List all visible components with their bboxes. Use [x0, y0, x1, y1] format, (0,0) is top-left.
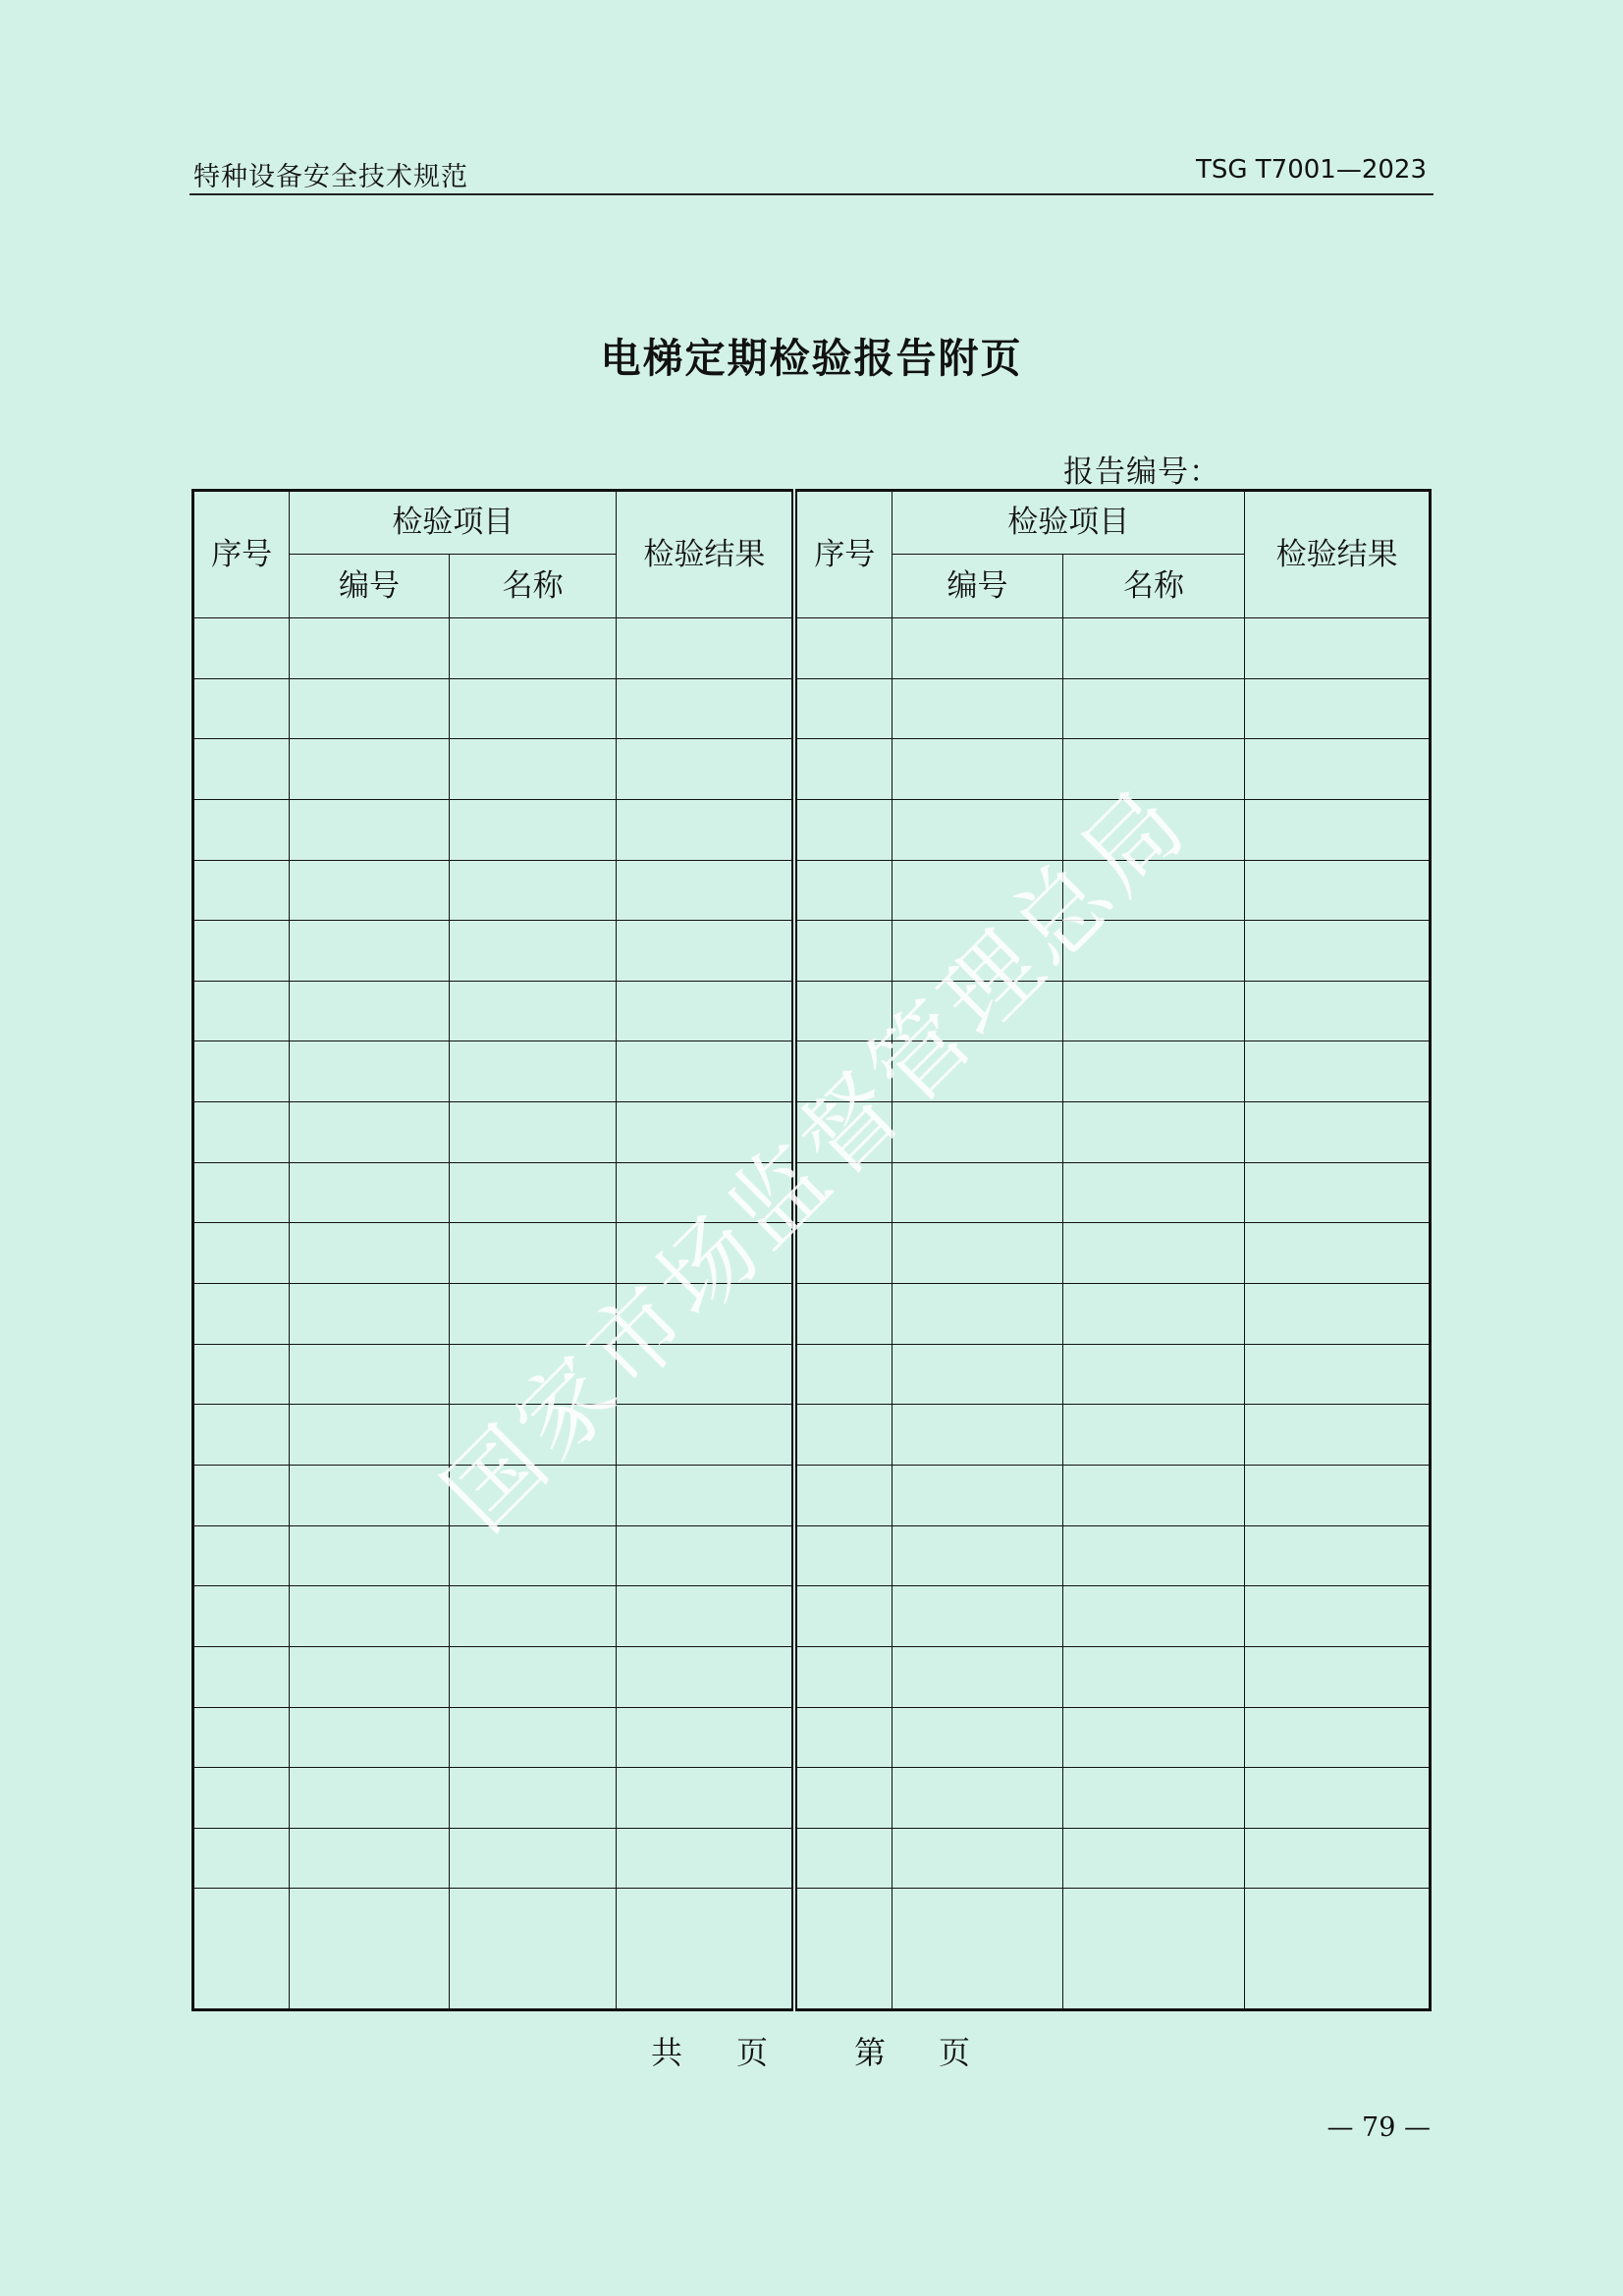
- table-cell[interactable]: [794, 1405, 892, 1466]
- table-cell[interactable]: [893, 1344, 1063, 1405]
- table-cell[interactable]: [794, 860, 892, 921]
- table-cell[interactable]: [290, 1586, 450, 1647]
- table-cell[interactable]: [1245, 678, 1431, 739]
- table-cell[interactable]: [449, 1344, 617, 1405]
- table-cell[interactable]: [290, 1344, 450, 1405]
- table-cell[interactable]: [1062, 860, 1245, 921]
- page-number: — 79 —: [1326, 2112, 1431, 2143]
- table-cell[interactable]: [893, 981, 1063, 1041]
- table-cell[interactable]: [893, 1465, 1063, 1525]
- table-cell[interactable]: [193, 618, 290, 679]
- table-cell[interactable]: [290, 1102, 450, 1163]
- table-cell[interactable]: [449, 1162, 617, 1223]
- table-cell[interactable]: [449, 1828, 617, 1889]
- table-row: [193, 1586, 1431, 1647]
- table-cell[interactable]: [617, 1646, 795, 1707]
- table-cell[interactable]: [193, 1525, 290, 1586]
- table-cell[interactable]: [794, 739, 892, 800]
- table-cell[interactable]: [617, 1162, 795, 1223]
- table-cell[interactable]: [449, 1525, 617, 1586]
- table-cell[interactable]: [1245, 1828, 1431, 1889]
- table-cell[interactable]: [193, 981, 290, 1041]
- table-cell[interactable]: [1062, 1405, 1245, 1466]
- table-row: [193, 1889, 1431, 2010]
- table-cell[interactable]: [1062, 1828, 1245, 1889]
- table-cell[interactable]: [193, 860, 290, 921]
- table-row: [193, 1646, 1431, 1707]
- table-cell[interactable]: [1062, 1102, 1245, 1163]
- table-cell[interactable]: [794, 1465, 892, 1525]
- table-cell[interactable]: [193, 1586, 290, 1647]
- table-cell[interactable]: [1245, 1102, 1431, 1163]
- table-cell[interactable]: [290, 1041, 450, 1102]
- header-item-group-left: 检验项目: [290, 491, 617, 555]
- table-row: [193, 618, 1431, 679]
- table-cell[interactable]: [794, 1889, 892, 2010]
- table-cell[interactable]: [893, 1223, 1063, 1284]
- table-cell[interactable]: [449, 1586, 617, 1647]
- table-cell[interactable]: [1062, 1586, 1245, 1647]
- table-cell[interactable]: [1245, 1162, 1431, 1223]
- table-cell[interactable]: [290, 618, 450, 679]
- table-cell[interactable]: [617, 799, 795, 860]
- table-cell[interactable]: [794, 1041, 892, 1102]
- table-cell[interactable]: [617, 1828, 795, 1889]
- table-cell[interactable]: [193, 1041, 290, 1102]
- table-cell[interactable]: [617, 860, 795, 921]
- table-cell[interactable]: [1062, 799, 1245, 860]
- watermark-stamp: 国家市场监督管理总局: [423, 766, 1210, 1552]
- table-cell[interactable]: [1245, 1768, 1431, 1829]
- table-cell[interactable]: [893, 1707, 1063, 1768]
- table-cell[interactable]: [449, 1768, 617, 1829]
- table-row: [193, 1102, 1431, 1163]
- table-cell[interactable]: [193, 1646, 290, 1707]
- table-cell[interactable]: [193, 799, 290, 860]
- table-cell[interactable]: [449, 799, 617, 860]
- table-row: [193, 799, 1431, 860]
- table-row: [193, 1525, 1431, 1586]
- table-cell[interactable]: [794, 678, 892, 739]
- table-cell[interactable]: [1062, 1162, 1245, 1223]
- table-cell[interactable]: [617, 981, 795, 1041]
- table-cell[interactable]: [893, 1102, 1063, 1163]
- table-cell[interactable]: [893, 1525, 1063, 1586]
- table-cell[interactable]: [893, 739, 1063, 800]
- table-cell[interactable]: [893, 1768, 1063, 1829]
- table-cell[interactable]: [794, 1646, 892, 1707]
- table-cell[interactable]: [449, 1102, 617, 1163]
- table-cell[interactable]: [449, 1889, 617, 2010]
- table-cell[interactable]: [893, 1828, 1063, 1889]
- table-cell[interactable]: [290, 1162, 450, 1223]
- table-cell[interactable]: [449, 1223, 617, 1284]
- table-row: [193, 1041, 1431, 1102]
- table-cell[interactable]: [1245, 1041, 1431, 1102]
- table-cell[interactable]: [794, 1102, 892, 1163]
- table-cell[interactable]: [290, 739, 450, 800]
- table-cell[interactable]: [794, 1707, 892, 1768]
- table-cell[interactable]: [617, 618, 795, 679]
- table-cell[interactable]: [290, 1646, 450, 1707]
- table-cell[interactable]: [193, 1707, 290, 1768]
- table-cell[interactable]: [449, 1405, 617, 1466]
- header-item-code-left: 编号: [290, 555, 450, 618]
- table-row: [193, 1768, 1431, 1829]
- table-cell[interactable]: [193, 1223, 290, 1284]
- table-cell[interactable]: [893, 1646, 1063, 1707]
- table-cell[interactable]: [893, 1586, 1063, 1647]
- table-cell[interactable]: [449, 981, 617, 1041]
- table-cell[interactable]: [290, 678, 450, 739]
- table-cell[interactable]: [193, 1828, 290, 1889]
- table-cell[interactable]: [193, 1889, 290, 2010]
- table-cell[interactable]: [1245, 618, 1431, 679]
- table-cell[interactable]: [794, 1344, 892, 1405]
- table-cell[interactable]: [617, 1284, 795, 1345]
- table-cell[interactable]: [794, 1768, 892, 1829]
- table-cell[interactable]: [617, 1223, 795, 1284]
- table-cell[interactable]: [1245, 1405, 1431, 1466]
- table-cell[interactable]: [893, 799, 1063, 860]
- header-spec-title: 特种设备安全技术规范: [193, 162, 468, 192]
- table-cell[interactable]: [449, 921, 617, 982]
- table-cell[interactable]: [617, 1586, 795, 1647]
- table-cell[interactable]: [617, 1525, 795, 1586]
- table-cell[interactable]: [193, 1102, 290, 1163]
- table-cell[interactable]: [193, 1465, 290, 1525]
- header-seq-left: 序号: [193, 491, 290, 618]
- table-cell[interactable]: [617, 678, 795, 739]
- table-cell[interactable]: [893, 1284, 1063, 1345]
- table-cell[interactable]: [290, 1707, 450, 1768]
- table-cell[interactable]: [1245, 739, 1431, 800]
- table-cell[interactable]: [290, 799, 450, 860]
- table-cell[interactable]: [794, 618, 892, 679]
- table-cell[interactable]: [1245, 1646, 1431, 1707]
- table-cell[interactable]: [449, 1707, 617, 1768]
- table-cell[interactable]: [794, 799, 892, 860]
- table-cell[interactable]: [1245, 1889, 1431, 2010]
- table-cell[interactable]: [193, 739, 290, 800]
- table-cell[interactable]: [794, 1223, 892, 1284]
- table-row: [193, 860, 1431, 921]
- table-cell[interactable]: [290, 1223, 450, 1284]
- document-title: 电梯定期检验报告附页: [600, 335, 1023, 382]
- table-cell[interactable]: [193, 921, 290, 982]
- table-row: [193, 678, 1431, 739]
- table-row: [193, 1344, 1431, 1405]
- table-cell[interactable]: [449, 1465, 617, 1525]
- header-item-name-left: 名称: [449, 555, 617, 618]
- table-cell[interactable]: [193, 1768, 290, 1829]
- table-cell[interactable]: [449, 1041, 617, 1102]
- table-cell[interactable]: [617, 1707, 795, 1768]
- table-cell[interactable]: [893, 860, 1063, 921]
- table-cell[interactable]: [1062, 1284, 1245, 1345]
- table-cell[interactable]: [193, 1344, 290, 1405]
- table-row: [193, 921, 1431, 982]
- table-cell[interactable]: [290, 860, 450, 921]
- table-cell[interactable]: [290, 921, 450, 982]
- table-cell[interactable]: [290, 1284, 450, 1345]
- footer-total-unit: 页: [736, 2034, 769, 2071]
- table-cell[interactable]: [794, 981, 892, 1041]
- table-cell[interactable]: [193, 1162, 290, 1223]
- table-row: [193, 1465, 1431, 1525]
- table-cell[interactable]: [290, 1525, 450, 1586]
- table-cell[interactable]: [193, 678, 290, 739]
- table-cell[interactable]: [1062, 921, 1245, 982]
- table-cell[interactable]: [449, 1284, 617, 1345]
- table-cell[interactable]: [1245, 1344, 1431, 1405]
- table-cell[interactable]: [617, 739, 795, 800]
- footer-current-label: 第: [854, 2034, 887, 2071]
- table-cell[interactable]: [1245, 1284, 1431, 1345]
- table-cell[interactable]: [290, 1889, 450, 2010]
- table-cell[interactable]: [893, 921, 1063, 982]
- table-cell[interactable]: [794, 1586, 892, 1647]
- table-cell[interactable]: [1062, 1889, 1245, 2010]
- table-cell[interactable]: [290, 1465, 450, 1525]
- table-cell[interactable]: [1062, 739, 1245, 800]
- table-cell[interactable]: [617, 1041, 795, 1102]
- table-cell[interactable]: [1245, 799, 1431, 860]
- table-cell[interactable]: [1062, 618, 1245, 679]
- footer-total-label: 共: [651, 2034, 683, 2071]
- table-cell[interactable]: [617, 1465, 795, 1525]
- table-row: [193, 1223, 1431, 1284]
- table-cell[interactable]: [449, 678, 617, 739]
- header-result-left: 检验结果: [617, 491, 795, 618]
- report-number-label: 报告编号：: [1063, 454, 1220, 490]
- table-cell[interactable]: [1062, 1344, 1245, 1405]
- table-cell[interactable]: [794, 921, 892, 982]
- table-cell[interactable]: [290, 1828, 450, 1889]
- table-row: [193, 739, 1431, 800]
- table-cell[interactable]: [1062, 678, 1245, 739]
- table-cell[interactable]: [449, 1646, 617, 1707]
- table-cell[interactable]: [449, 618, 617, 679]
- table-cell[interactable]: [1245, 860, 1431, 921]
- footer-current-unit: 页: [939, 2034, 971, 2071]
- table-cell[interactable]: [617, 1405, 795, 1466]
- table-cell[interactable]: [893, 1889, 1063, 2010]
- header-item-code-right: 编号: [893, 555, 1063, 618]
- table-cell[interactable]: [1062, 1465, 1245, 1525]
- table-cell[interactable]: [893, 1162, 1063, 1223]
- table-cell[interactable]: [893, 1041, 1063, 1102]
- table-cell[interactable]: [1245, 1465, 1431, 1525]
- table-row: [193, 1162, 1431, 1223]
- table-cell[interactable]: [1062, 1525, 1245, 1586]
- table-cell[interactable]: [1062, 981, 1245, 1041]
- table-cell[interactable]: [893, 618, 1063, 679]
- table-cell[interactable]: [290, 1768, 450, 1829]
- table-cell[interactable]: [1062, 1768, 1245, 1829]
- table-row: [193, 1707, 1431, 1768]
- table-cell[interactable]: [1062, 1707, 1245, 1768]
- table-cell[interactable]: [617, 1344, 795, 1405]
- table-cell[interactable]: [1245, 1223, 1431, 1284]
- table-cell[interactable]: [794, 1162, 892, 1223]
- table-row: [193, 1405, 1431, 1466]
- header-item-group-right: 检验项目: [893, 491, 1245, 555]
- table-cell[interactable]: [1245, 1707, 1431, 1768]
- table-cell[interactable]: [1062, 1041, 1245, 1102]
- table-row: [193, 1828, 1431, 1889]
- table-cell[interactable]: [893, 1405, 1063, 1466]
- header-item-name-right: 名称: [1062, 555, 1245, 618]
- table-cell[interactable]: [617, 921, 795, 982]
- table-cell[interactable]: [1245, 1525, 1431, 1586]
- table-cell[interactable]: [1245, 981, 1431, 1041]
- table-row: [193, 981, 1431, 1041]
- table-cell[interactable]: [193, 1405, 290, 1466]
- table-cell[interactable]: [794, 1828, 892, 1889]
- table-cell[interactable]: [617, 1889, 795, 2010]
- table-cell[interactable]: [290, 981, 450, 1041]
- table-cell[interactable]: [794, 1525, 892, 1586]
- table-cell[interactable]: [794, 1284, 892, 1345]
- header-seq-right: 序号: [794, 491, 892, 618]
- table-cell[interactable]: [1245, 1586, 1431, 1647]
- table-cell[interactable]: [893, 678, 1063, 739]
- header-rule: [189, 193, 1434, 195]
- table-cell[interactable]: [449, 739, 617, 800]
- inspection-appendix-table: [191, 489, 1432, 2011]
- table-cell[interactable]: [449, 860, 617, 921]
- table-cell[interactable]: [290, 1405, 450, 1466]
- header-result-right: 检验结果: [1245, 491, 1431, 618]
- table-cell[interactable]: [193, 1284, 290, 1345]
- table-row: [193, 1284, 1431, 1345]
- table-cell[interactable]: [617, 1102, 795, 1163]
- table-cell[interactable]: [1062, 1223, 1245, 1284]
- table-cell[interactable]: [617, 1768, 795, 1829]
- table-cell[interactable]: [1245, 921, 1431, 982]
- table-cell[interactable]: [1062, 1646, 1245, 1707]
- header-standard-code: TSG T7001—2023: [1195, 155, 1427, 185]
